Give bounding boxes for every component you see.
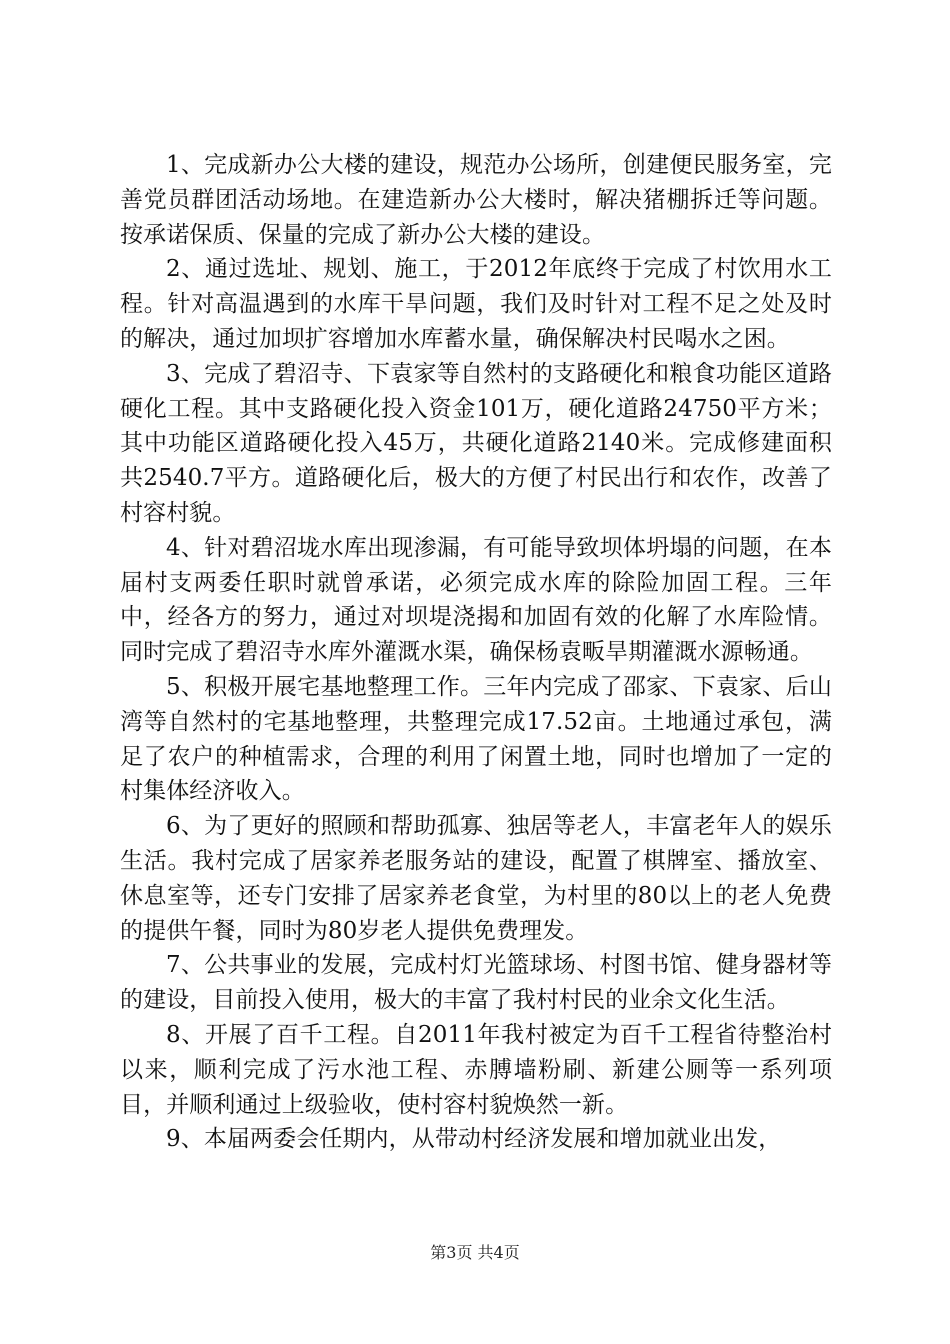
paragraph-6: 6、为了更好的照顾和帮助孤寡、独居等老人，丰富老年人的娱乐生活。我村完成了居家养老服务站的建设，配置了棋牌室、播放室、休息室等，还专门安排了居家养老食堂，为村里的80以上的老人免费的提供午餐，同时为80岁老人提供免费理发。 bbox=[120, 813, 832, 944]
paragraph-4: 4、针对碧沼垅水库出现渗漏，有可能导致坝体坍塌的问题，在本届村支两委任职时就曾承诺，必须完成水库的除险加固工程。三年中，经各方的努力，通过对坝堤浇揭和加固有效的化解了水库险情。同时完成了碧沼寺水库外灌溉水渠，确保杨袁畈旱期灌溉水源畅通。 bbox=[120, 534, 832, 666]
page-number-footer: 第3页 共4页 bbox=[430, 1243, 520, 1262]
paragraph-8: 8、开展了百千工程。自2011年我村被定为百千工程省待整治村以来，顺利完成了污水池工程、赤膊墙粉刷、新建公厕等一系列项目，并顺利通过上级验收，使村容村貌焕然一新。 bbox=[120, 1021, 832, 1118]
paragraph-9: 9、本届两委会任期内，从带动村经济发展和增加就业出发， bbox=[166, 1126, 782, 1153]
paragraph-2: 2、通过选址、规划、施工，于2012年底终于完成了村饮用水工程。针对高温遇到的水库干旱问题，我们及时针对工程不足之处及时的解决，通过加坝扩容增加水库蓄水量，确保解决村民喝水之困。 bbox=[120, 256, 832, 352]
paragraph-1: 1、完成新办公大楼的建设，规范办公场所，创建便民服务室，完善党员群团活动场地。在建造新办公大楼时，解决猪棚拆迁等问题。按承诺保质、保量的完成了新办公大楼的建设。 bbox=[120, 152, 832, 248]
paragraph-5: 5、积极开展宅基地整理工作。三年内完成了邵家、下袁家、后山湾等自然村的宅基地整理，共整理完成17.52亩。土地通过承包，满足了农户的种植需求，合理的利用了闲置土地，同时也增加了一定的村集体经济收入。 bbox=[120, 673, 832, 805]
paragraph-7: 7、公共事业的发展，完成村灯光篮球场、村图书馆、健身器材等的建设，目前投入使用，极大的丰富了我村村民的业余文化生活。 bbox=[120, 952, 832, 1014]
document-body bbox=[120, 148, 832, 1157]
paragraph-3: 3、完成了碧沼寺、下袁家等自然村的支路硬化和粮食功能区道路硬化工程。其中支路硬化投入资金101万，硬化道路24750平方米；其中功能区道路硬化投入45万，共硬化道路2140米。完成修建面积共2540.7平方。道路硬化后，极大的方便了村民出行和农作，改善了村容村貌。 bbox=[120, 360, 832, 526]
